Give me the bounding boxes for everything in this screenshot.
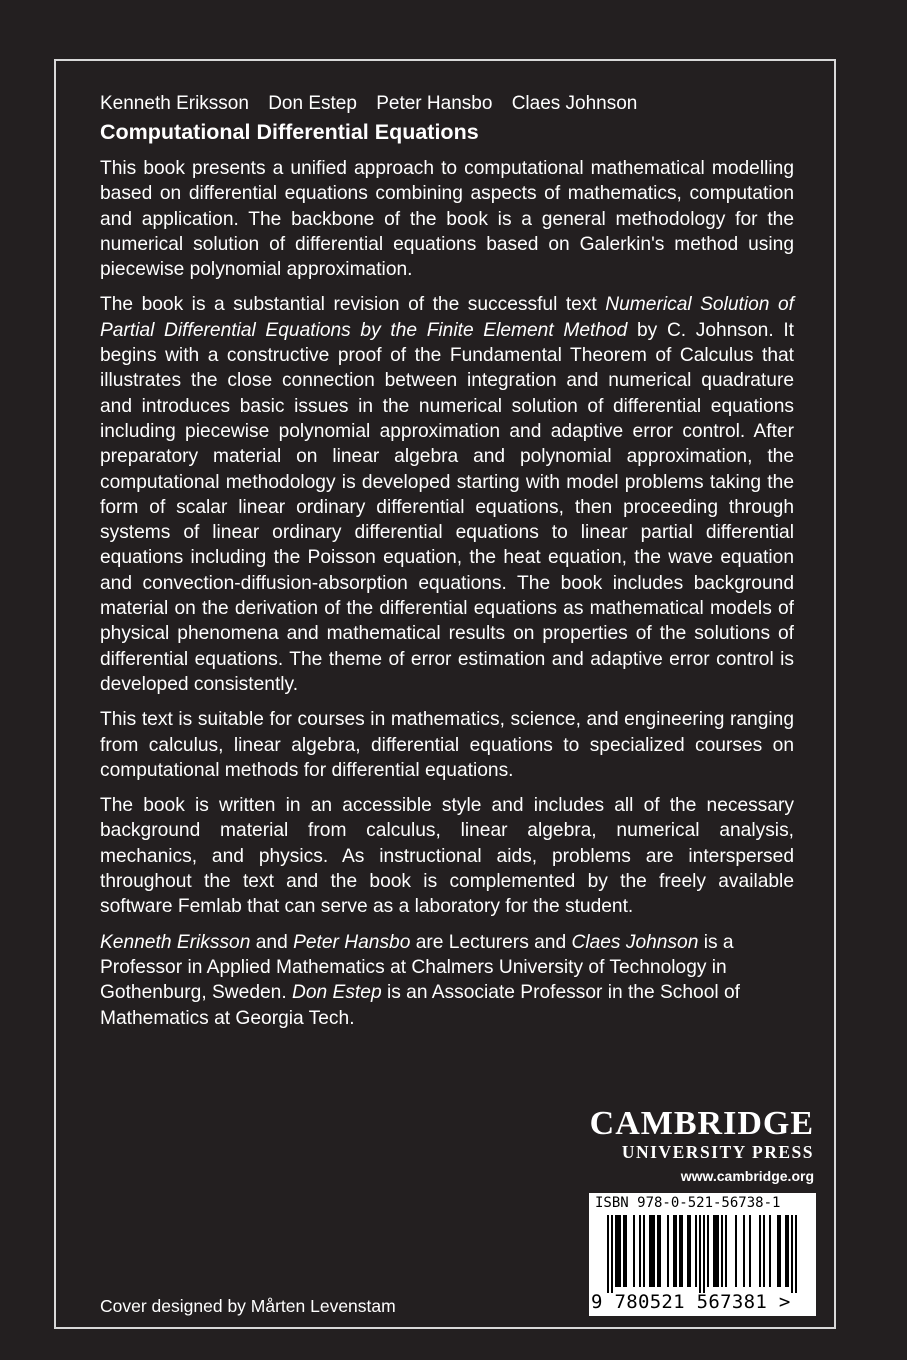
barcode-bar bbox=[623, 1215, 625, 1287]
barcode-bar bbox=[759, 1215, 761, 1287]
barcode-icon bbox=[589, 1215, 816, 1293]
barcode-bar bbox=[713, 1215, 715, 1287]
barcode-bar bbox=[649, 1215, 651, 1287]
cover-credit: Cover designed by Mårten Levenstam bbox=[100, 1296, 396, 1316]
author-name: Claes Johnson bbox=[511, 93, 638, 114]
barcode-bar bbox=[675, 1215, 677, 1287]
ean-digits: 9 780521 567381 > bbox=[591, 1291, 791, 1313]
barcode-bar bbox=[717, 1215, 719, 1287]
barcode-bar bbox=[725, 1215, 727, 1287]
book-title: Computational Differential Equations bbox=[100, 120, 479, 144]
blurb-paragraph-1: This book presents a unified approach to computational mathematical modelling based on differential equations combining aspects of mathematics, computation and application. The backbone of the book is a general methodology for the numerical solution of differential equations based on Galerkin's method using piecewise polynomial approximation. bbox=[100, 158, 794, 281]
barcode-bar bbox=[657, 1215, 659, 1287]
publisher-logo bbox=[590, 1106, 814, 1188]
blurb-paragraph-2: The book is a substantial revision of the successful text Numerical Solution of Partial Differential Equations by the Finite Element Method by C. Johnson. It begins with a constructive proof of the Fundamental Theorem of Calculus that illustrates the close connection between integration and numerical quadrature and introduces basic issues in the numerical solution of differential equations including piecewise polynomial approximation and adaptive error control. After preparatory material on linear algebra and polynomial approximation, the computational methodology is developed starting with model problems taking the form of scalar linear ordinary differential equations, then proceeding through systems of linear ordinary differential equations to linear partial differential equations including the Poisson equation, the heat equation, the wave equation and convection-diffusion-absorption equations. The book includes background material on the derivation of the differential equations as mathematical models of physical phenomena and mathematical results on properties of the solutions of differential equations. The theme of error estimation and adaptive error control is developed consistently. bbox=[100, 294, 794, 695]
author-name: Kenneth Eriksson bbox=[100, 93, 249, 114]
blurb-paragraph-4: The book is written in an accessible style and includes all of the necessary background material from calculus, linear algebra, numerical analysis, mechanics, and physics. As instructional aids, problems are interspersed throughout the text and the book is complemented by the freely available software Femlab that can serve as a laboratory for the student. bbox=[100, 795, 794, 918]
barcode-bar bbox=[643, 1215, 645, 1287]
barcode-bar bbox=[659, 1215, 661, 1287]
barcode-bar bbox=[651, 1215, 653, 1287]
barcode-bar bbox=[699, 1215, 701, 1293]
barcode-bar bbox=[707, 1215, 709, 1287]
barcode-bar bbox=[715, 1215, 717, 1287]
barcode-bar bbox=[743, 1215, 745, 1287]
barcode-bar bbox=[703, 1215, 705, 1293]
publisher-name: CAMBRIDGE bbox=[589, 1105, 814, 1142]
blurb-text bbox=[100, 156, 794, 1041]
barcode-bar bbox=[619, 1215, 621, 1287]
barcode-bar bbox=[779, 1215, 781, 1287]
barcode-bar bbox=[769, 1215, 771, 1287]
barcode-bar bbox=[687, 1215, 689, 1287]
barcode-bar bbox=[695, 1215, 697, 1287]
barcode-bar bbox=[763, 1215, 765, 1287]
publisher-subtitle: UNIVERSITY PRESS bbox=[621, 1142, 814, 1162]
barcode-bar bbox=[607, 1215, 609, 1293]
barcode-bar bbox=[673, 1215, 675, 1287]
barcode-bar bbox=[633, 1215, 635, 1287]
barcode-bar bbox=[625, 1215, 627, 1287]
barcode-bar bbox=[749, 1215, 751, 1287]
barcode-bar bbox=[785, 1215, 787, 1287]
author-list bbox=[100, 92, 651, 116]
barcode-bar bbox=[679, 1215, 681, 1287]
barcode-bar bbox=[639, 1215, 641, 1287]
barcode-bar bbox=[615, 1215, 617, 1287]
barcode-label bbox=[589, 1193, 816, 1316]
publisher-url: www.cambridge.org bbox=[680, 1168, 814, 1184]
barcode-bar bbox=[653, 1215, 655, 1287]
barcode-bar bbox=[777, 1215, 779, 1287]
barcode-bar bbox=[795, 1215, 797, 1293]
cited-title: Numerical Solution of Partial Differential Equations by the Finite Element Method bbox=[100, 294, 794, 341]
barcode-bar bbox=[791, 1215, 793, 1293]
barcode-bar bbox=[721, 1215, 723, 1287]
author-name: Don Estep bbox=[268, 93, 357, 114]
author-bio: Kenneth Eriksson and Peter Hansbo are Lecturers and Claes Johnson is a Professor in Applied Mathematics at Chalmers University of Technology in Gothenburg, Sweden. Don Estep is an Associate Professor in the School of Mathematics at Georgia Tech. bbox=[100, 931, 740, 1029]
barcode-bar bbox=[667, 1215, 669, 1287]
barcode-bar bbox=[689, 1215, 691, 1287]
author-name: Peter Hansbo bbox=[376, 93, 493, 114]
barcode-bar bbox=[617, 1215, 619, 1287]
barcode-bar bbox=[611, 1215, 613, 1293]
isbn-text: ISBN 978-0-521-56738-1 bbox=[595, 1195, 781, 1211]
barcode-bar bbox=[735, 1215, 737, 1287]
blurb-paragraph-3: This text is suitable for courses in mathematics, science, and engineering ranging from calculus, linear algebra, differential equations to specialized courses on computational methods for differential equations. bbox=[100, 709, 794, 781]
barcode-bar bbox=[787, 1215, 789, 1287]
barcode-bar bbox=[681, 1215, 683, 1287]
